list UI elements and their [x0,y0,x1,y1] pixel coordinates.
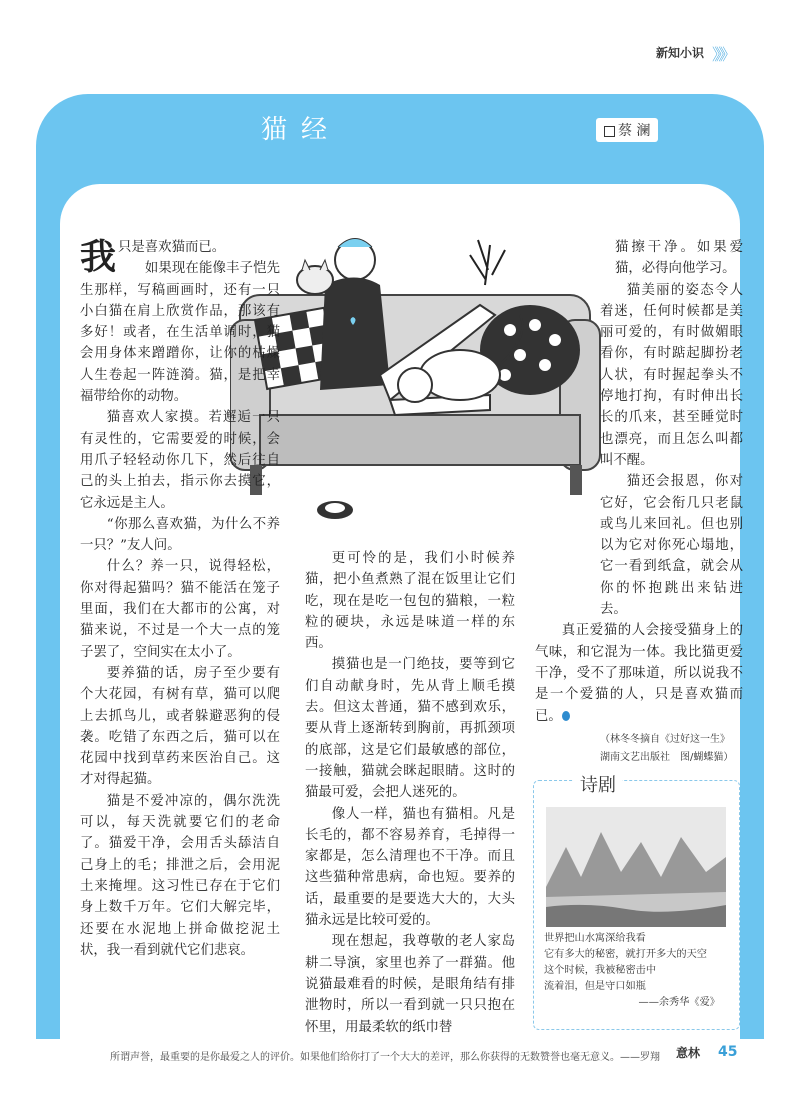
paragraph: 更可怜的是，我们小时候养猫，把小鱼煮熟了混在饭里让它们吃，现在是吃一包包的猫粮，一粒粒的硬块，永远是味道一样的东西。 [305,551,515,652]
poem-line: 流着泪，但是守口如瓶 [544,981,646,992]
title-banner [36,94,566,166]
poem-line: 它有多大的秘密，就打开多大的天空 [544,949,707,960]
page-number: 45 [718,1044,738,1060]
poem-lines [544,931,734,1011]
section-tag-label: 新知小识 [656,46,705,60]
paragraph: 摸猫也是一门绝技，要等到它们自动献身时，先从背上顺毛摸去。但这太普通，猫不感到欢乐，要从背上逐渐转到胸前，再抓颈项的底部，这是它们最敏感的部位，一接触，猫就会眯起眼睛。这时的猫最可爱，会把人迷死的。 [305,657,515,801]
slipper-icon [317,501,353,519]
paragraph: 我只是喜欢猫而已。 [80,236,226,278]
poem-line: 这个时候，我被秘密击中 [544,965,657,976]
plant-icon [470,240,505,285]
end-mark-icon [562,711,570,721]
poem-box [533,775,740,1030]
dropcap: 我 [80,236,117,278]
article-title: 猫经 [260,115,341,145]
paragraph: 像人一样，猫也有猫相。凡是长毛的，都不容易养育，毛掉得一家都是，怎么清理也不干净。而且这些猫种常患病，命也短。要养的话，最重要的是要选大大的，大头猫永远是比较可爱的。 [305,806,515,929]
paragraph: 要养猫的话，房子至少要有个大花园，有树有草，猫可以爬上去抓鸟儿，或者躲避恶狗的侵袭。吃错了东西之后，猫可以在花园中找到草药来医治自己。这才对得起猫。 [80,665,280,788]
text-column-3 [535,237,743,727]
text-column-1 [80,237,280,961]
text-column-2 [305,548,515,1038]
section-tag [650,42,740,64]
square-icon [604,126,615,137]
paragraph: 猫是不爱冲凉的，偶尔洗洗可以，每天洗就要它们的老命了。猫爱干净，会用舌头舔洁自己身上的毛；排泄之后，会用泥土来掩埋。这习性已存在于它们身上数千万年。它们大解完毕，还要在水泥地上拼命做挖泥土状，我一看到就代它们悲哀。 [80,793,280,958]
paragraph: 猫擦干净。如果爱猫，必得向他学习。 [615,240,743,277]
paragraph: 现在想起，我尊敬的老人家岛耕二导演，家里也养了一群猫。他说猫最难看的时候，是眼角结有排泄物时，所以一看到就一只只抱在怀里，用最柔软的纸巾替 [305,934,515,1035]
paragraph: 猫还会报恩，你对它好，它会衔几只老鼠或鸟儿来回礼。但也别以为它对你死心塌地，它一看到纸盒，就会从你的怀抱跳出来钻进去。 [600,474,743,618]
poem-attribution: ——余秀华《爱》 [638,997,720,1008]
chevrons-icon: 》》》 [712,45,733,64]
source-credit: （林冬冬摘自《过好这一生》 [600,734,730,745]
paragraph: 猫喜欢人家摸。若邂逅一只有灵性的，它需要爱的时候，会用爪子轻轻动你几下，然后往自己的头上拍去，指示你去摸它，它永远是主人。 [80,410,280,511]
publisher-credit: 湖南文艺出版社 图/蝴蝶猫） [600,752,734,763]
poem-heading: 诗剧 [574,771,622,797]
paragraph: 如果现在能像丰子恺先生那样，写稿画画时，还有一只小白猫在肩上欣赏作品，那该有多好！或者，在生活单调时，猫会用身体来蹭蹭你，让你的枯燥人生卷起一阵涟漪。猫，是把幸福带给你的动物。 [80,261,280,405]
landscape-photo [546,807,726,927]
paragraph: 什么？养一只，说得轻松，你对得起猫吗？猫不能活在笼子里面，我们在大都市的公寓，对猫来说，不过是一个大一点的笼子罢了，空间实在太小了。 [80,559,280,660]
tabby-cat [297,260,333,294]
paragraph: 真正爱猫的人会接受猫身上的气味，和它混为一体。我比猫更爱干净，受不了那味道，所以说我不是一个爱猫的人，只是喜欢猫而已。 [535,623,743,724]
author-name: 蔡 澜 [618,123,651,139]
journal-name: 意林 [676,1046,701,1060]
paragraph: “你那么喜欢猫，为什么不养一只？”友人问。 [80,516,280,554]
poem-line: 世界把山水寓深给我看 [544,933,646,944]
paragraph: 猫美丽的姿态令人着迷，任何时候都是美丽可爱的，有时做媚眼看你，有时踮起脚扮老人状，有时握起拳头不停地打拘，有时伸出长长的爪来，甚至睡觉时也漂亮，而且怎么叫都叫不醒。 [600,282,743,468]
footer-quote: 所谓声誉，最重要的是你最爱之人的评价。如果他们给你打了一个大大的差评，那么你获得的无数赞誉也毫无意义。——罗翔 [110,1052,660,1063]
author-byline [596,118,658,142]
